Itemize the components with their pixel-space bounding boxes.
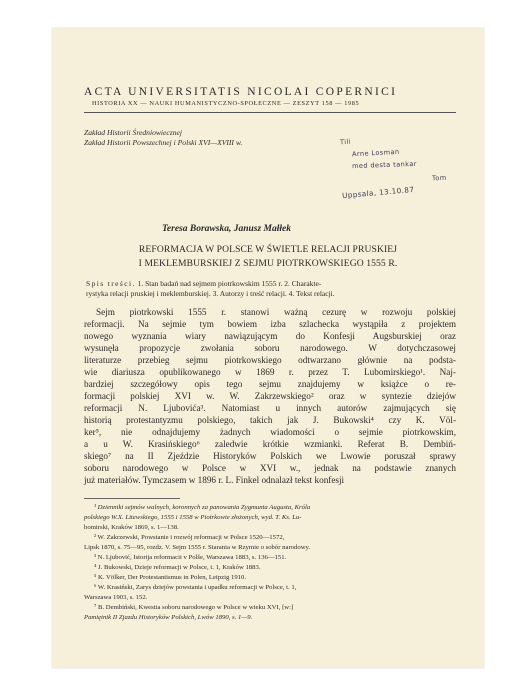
body-line: nowego wyznania wiary nawiązującym do Konfesji Augsburskiej oraz	[84, 331, 456, 341]
toc-line: rystyka relacji pruskiej i meklemburskiej. 3. Autorzy i treść relacji. 4. Tekst relacji.	[86, 289, 335, 298]
handwritten-note-line: Tom	[431, 173, 447, 183]
handwritten-note-line: Arne Losman	[351, 147, 400, 159]
footnote-line: polskiego W.X. Litewskiego, 1555 i 1558 w Piotrkowie złożonych, wyd. T. Ks. Lu-	[84, 514, 302, 521]
header-rule	[84, 112, 456, 113]
footnote-line: ⁴ J. Bukowski, Dzieje reformacji w Polsce, t. 1, Kraków 1883.	[94, 564, 261, 571]
body-line: już materiałów. Tymczasem w 1896 r. L. Finkel odnalazł tekst konfesji	[84, 475, 345, 485]
article-authors: Teresa Borawska, Janusz Małłek	[162, 224, 291, 234]
footnote-line: ² W. Zakrzewski, Powstanie i rozwój reformacji w Polsce 1520—1572,	[94, 534, 285, 541]
institute-line: Zakład Historii Średniowiecznej	[84, 128, 183, 137]
table-of-contents	[86, 279, 456, 288]
body-line: reformacji. Na sejmie tym bowiem izba szlachecka wystąpiła z projektem	[84, 319, 456, 329]
footnote-line: ⁵ K. Völker, Der Protestantismus in Polen, Leipzig 1910.	[94, 574, 247, 581]
body-line: a u W. Krasińskiego⁶ zaledwie krótkie wzmianki. Referat B. Dembiń-	[84, 439, 456, 449]
body-line: ker⁵, nie odnajdujemy żadnych wiadomości o sejmie piotrkowskim,	[84, 427, 456, 437]
handwritten-note-line: med desta tankar	[351, 159, 417, 171]
article-title-line: I MEKLEMBURSKIEJ Z SEJMU PIOTRKOWSKIEGO 1555 R.	[138, 258, 398, 269]
body-line: bardziej szczegółowy opis tego sejmu znajdujemy w książce o re-	[84, 379, 456, 389]
handwritten-note-line: Tili	[339, 137, 352, 147]
footnote-rule	[84, 498, 180, 499]
toc-label: Spis treści.	[86, 279, 136, 288]
body-line: wysunęła propozycje zwołania soboru narodowego. W dotychczasowej	[84, 343, 456, 353]
body-line: reformacji N. Ljubovića³. Natomiast u innych autorów zajmujących się	[84, 403, 456, 413]
body-line: formacji polskiej XVI w. W. Zakrzewskiego² oraz w syntezie dziejów	[84, 391, 456, 401]
scanned-page	[52, 28, 484, 668]
body-line: skiego⁷ na II Zjeździe Historyków Polskich we Lwowie poruszał sprawy	[84, 451, 456, 461]
body-line: historią protestantyzmu polskiego, takich jak J. Bukowski⁴ czy K. Völ-	[84, 415, 456, 425]
footnote-line: bomirski, Kraków 1869, s. 1—138.	[84, 524, 179, 531]
journal-title: ACTA UNIVERSITATIS NICOLAI COPERNICI	[84, 86, 398, 98]
footnote-line: ³ N. Ljubović, Istorija reformacii v Polše, Warszawa 1883, s. 136—151.	[94, 554, 287, 561]
footnote-line: ¹ Dzienniki sejmów walnych, koronnych za panowania Zygmunta Augusta, Króla	[94, 504, 311, 511]
body-line: literaturze przebieg sejmu piotrkowskiego odtwarzano głównie na podsta-	[84, 355, 456, 365]
series-line: HISTORIA XX — NAUKI HUMANISTYCZNO-SPOŁECZNE — ZESZYT 158 — 1985	[92, 100, 360, 107]
body-line: wie diariusza opublikowanego w 1869 r. przez T. Lubomirskiego¹. Naj-	[84, 367, 456, 377]
handwritten-note-line: Uppsala, 13.10.87	[341, 184, 415, 201]
footnote-line: ⁶ W. Krasiński, Zarys dziejów powstania i upadku reformacji w Polsce, t. 1,	[94, 584, 297, 591]
toc-line: 1. Stan badań nad sejmem piotrkowskim 1555 r. 2. Charakte-	[137, 279, 322, 288]
footnote-line: Warszawa 1903, s. 152.	[84, 594, 148, 601]
footnote-line: Lipsk 1870, s. 75—95, rozdz. V. Sejm 1555 r. Starania w Rzymie o sobór narodowy.	[84, 544, 311, 551]
footnote-line: Pamiętnik II Zjazdu Historyków Polskich, Lwów 1890, s. 1—9.	[84, 614, 253, 621]
institute-line: Zakład Historii Powszechnej i Polski XVI—XVIII w.	[84, 138, 243, 147]
footnote-line: ⁷ B. Dembiński, Kwestia soboru narodowego w Polsce w wieku XVI, [w:]	[94, 604, 294, 611]
body-line: soboru narodowego w Polsce w XVI w., jednak na podstawie znanych	[84, 463, 456, 473]
body-line: Sejm piotrkowski 1555 r. stanowi ważną cezurę w rozwoju polskiej	[96, 307, 456, 317]
article-title-line: REFORMACJA W POLSCE W ŚWIETLE RELACJI PRUSKIEJ	[138, 244, 398, 255]
